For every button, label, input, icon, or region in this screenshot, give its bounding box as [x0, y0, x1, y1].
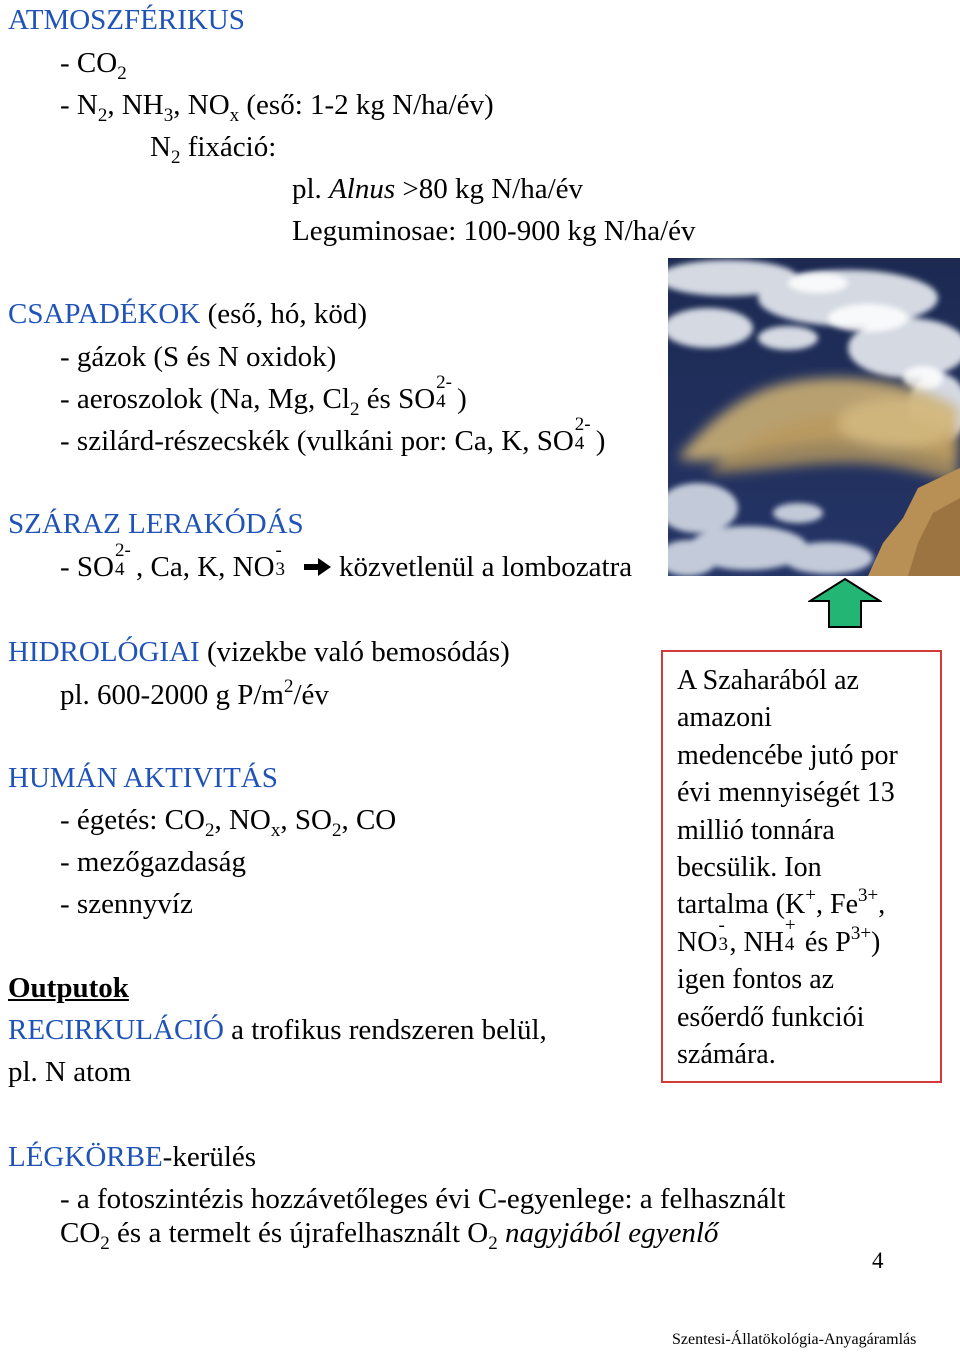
- aero-sup: 2-: [436, 372, 452, 393]
- info-l8-no-subsup: [717, 914, 729, 955]
- co2-text: - CO: [60, 47, 118, 79]
- info-l7-mid: , Fe: [816, 889, 858, 921]
- rain-text: (eső: 1-2 kg N/ha/év): [239, 89, 494, 121]
- fix-sub: 2: [170, 147, 181, 168]
- info-l7-end: ,: [878, 889, 886, 921]
- nh-text: , NH: [107, 89, 164, 121]
- szaraz-tail: közvetlenül a lombozatra: [339, 551, 633, 583]
- szil-sup: 2-: [574, 414, 591, 435]
- eg-s1: 2: [204, 820, 215, 841]
- legkor-line-2: [60, 1217, 719, 1254]
- szaraz-so-sub: 4: [114, 559, 125, 580]
- info-l8-sup2: +: [784, 914, 796, 936]
- hidro-pl-end: /év: [293, 679, 329, 711]
- info-line-6: becsülik. Ion: [677, 852, 822, 884]
- legum-line: Leguminosae: 100-900 kg N/ha/év: [292, 215, 696, 247]
- szaraz-no-subsup: [275, 540, 297, 580]
- szil-sub: 4: [574, 433, 585, 454]
- egetes-line: [60, 804, 397, 841]
- szil-pre: - szilárd-részecskék (vulkáni por: Ca, K, SO: [60, 425, 574, 457]
- l2-italic: nagyjából egyenlő: [497, 1217, 719, 1249]
- info-l8-end: ): [871, 926, 881, 958]
- csap-heading-rest: (eső, hó, köd): [200, 298, 368, 330]
- info-line-10: esőerdő funkciói: [677, 1001, 865, 1033]
- aero-mid: és SO: [359, 383, 436, 415]
- nh-sub: 3: [163, 105, 174, 126]
- info-l8-pre: NO: [677, 926, 718, 958]
- n-sub: 2: [97, 105, 108, 126]
- szil-line: [60, 414, 606, 457]
- info-line-7: [677, 886, 940, 923]
- szil-subsup: [574, 414, 596, 454]
- alnus-pre: pl.: [292, 173, 330, 205]
- info-line-3: medencébe jutó por: [677, 739, 898, 771]
- info-l8-sup3: 3+: [850, 922, 872, 944]
- info-l7-pre: tartalma (K: [677, 889, 806, 921]
- eg-m1: , NO: [214, 804, 271, 836]
- human-heading: HUMÁN AKTIVITÁS: [8, 762, 278, 794]
- fix-prefix: N: [150, 131, 171, 163]
- info-l8-sub1: 3: [718, 933, 728, 955]
- szaraz-so-subsup: [114, 540, 136, 580]
- hidro-pl-line: [60, 676, 329, 711]
- hidro-heading-rest: (vizekbe való bemosódás): [199, 636, 510, 668]
- gazok-line: - gázok (S és N oxidok): [60, 341, 337, 373]
- fix-text: fixáció:: [180, 131, 277, 163]
- sahara-dust-satellite-image: [668, 258, 960, 576]
- alnus-italic: Alnus: [329, 173, 396, 205]
- fixation-line: [150, 131, 277, 168]
- legkor-heading-rest: -kerülés: [162, 1141, 257, 1173]
- l2-mid: és a termelt és újrafelhasznált O: [109, 1217, 489, 1249]
- hidro-heading-line: [8, 636, 510, 668]
- outputok-heading: Outputok: [8, 972, 129, 1004]
- aero-line: [60, 372, 467, 420]
- eg-end: , CO: [341, 804, 397, 836]
- n-text: - N: [60, 89, 98, 121]
- up-arrow-icon: [808, 577, 882, 629]
- info-l8-sup1: -: [718, 914, 725, 936]
- info-l7-sup2: 3+: [858, 885, 879, 907]
- info-l8-sub2: 4: [784, 933, 795, 955]
- szil-end: ): [595, 425, 606, 457]
- szaraz-heading: SZÁRAZ LERAKÓDÁS: [8, 508, 304, 540]
- eg-s2: x: [270, 820, 281, 841]
- alnus-post: >80 kg N/ha/év: [395, 173, 584, 205]
- info-line-4: évi mennyiségét 13: [677, 777, 895, 809]
- info-line-8: [677, 914, 940, 961]
- natom-line: pl. N atom: [8, 1056, 132, 1088]
- recirk-rest: a trofikus rendszeren belül,: [223, 1014, 547, 1046]
- eg-m2: , SO: [280, 804, 332, 836]
- right-arrow-icon: [304, 556, 332, 578]
- szenny-line: - szennyvíz: [60, 888, 193, 920]
- szaraz-no-sub: 3: [275, 559, 286, 580]
- hidro-pl-sup: 2: [283, 676, 294, 697]
- info-line-9: igen fontos az: [677, 964, 835, 996]
- no-text: , NO: [173, 89, 230, 121]
- szaraz-mid: , Ca, K, NO: [135, 551, 275, 583]
- aero-pre: - aeroszolok (Na, Mg, Cl: [60, 383, 350, 415]
- page-number: 4: [872, 1248, 884, 1273]
- info-line-11: számára.: [677, 1039, 776, 1071]
- eg-s3: 2: [331, 820, 342, 841]
- csap-heading-line: [8, 298, 367, 330]
- legkor-heading: LÉGKÖRBE: [8, 1141, 163, 1173]
- aero-sub1: 2: [349, 399, 360, 420]
- hidro-pl-pre: pl. 600-2000 g P/m: [60, 679, 284, 711]
- info-l8-nh-subsup: [784, 914, 798, 955]
- l2-s1: 2: [100, 1233, 110, 1254]
- info-l8-mid2: és P: [797, 926, 851, 958]
- hidro-heading: HIDROLÓGIAI: [8, 636, 200, 668]
- aero-subsup: [435, 372, 457, 412]
- mezo-line: - mezőgazdaság: [60, 846, 246, 878]
- eg-pre: - égetés: CO: [60, 804, 205, 836]
- szaraz-line: [60, 540, 633, 583]
- szaraz-no-sup: -: [275, 540, 282, 561]
- atmos-heading: ATMOSZFÉRIKUS: [8, 4, 245, 36]
- aero-end: ): [457, 383, 467, 415]
- info-line-1: A Szaharából az: [677, 665, 859, 696]
- info-l7-sup1: +: [805, 885, 816, 907]
- recirk-line: [8, 1014, 547, 1046]
- no-sub: x: [229, 105, 240, 126]
- legkor-line-1: - a fotoszintézis hozzávetőleges évi C-egyenlege: a felhasznált: [60, 1183, 786, 1215]
- szaraz-so-sup: 2-: [114, 540, 131, 561]
- l2-s2: 2: [488, 1233, 498, 1254]
- co2-sub: 2: [117, 63, 127, 84]
- atmos-co2-line: [60, 47, 127, 84]
- sahara-info-box: [661, 650, 942, 1083]
- info-line-5: millió tonnára: [677, 814, 835, 846]
- alnus-line: [292, 173, 583, 205]
- atmos-n-line: [60, 89, 494, 126]
- szaraz-so: - SO: [60, 551, 114, 583]
- info-l8-mid: , NH: [729, 926, 784, 958]
- info-line-2: amazoni: [677, 702, 772, 734]
- footer-text: Szentesi-Állatökológia-Anyagáramlás: [672, 1331, 917, 1348]
- aero-sub2: 4: [436, 391, 446, 412]
- recirk-heading: RECIRKULÁCIÓ: [8, 1014, 224, 1046]
- l2-pre: CO: [60, 1217, 101, 1249]
- csap-heading: CSAPADÉKOK: [8, 298, 201, 330]
- legkor-heading-line: [8, 1141, 256, 1173]
